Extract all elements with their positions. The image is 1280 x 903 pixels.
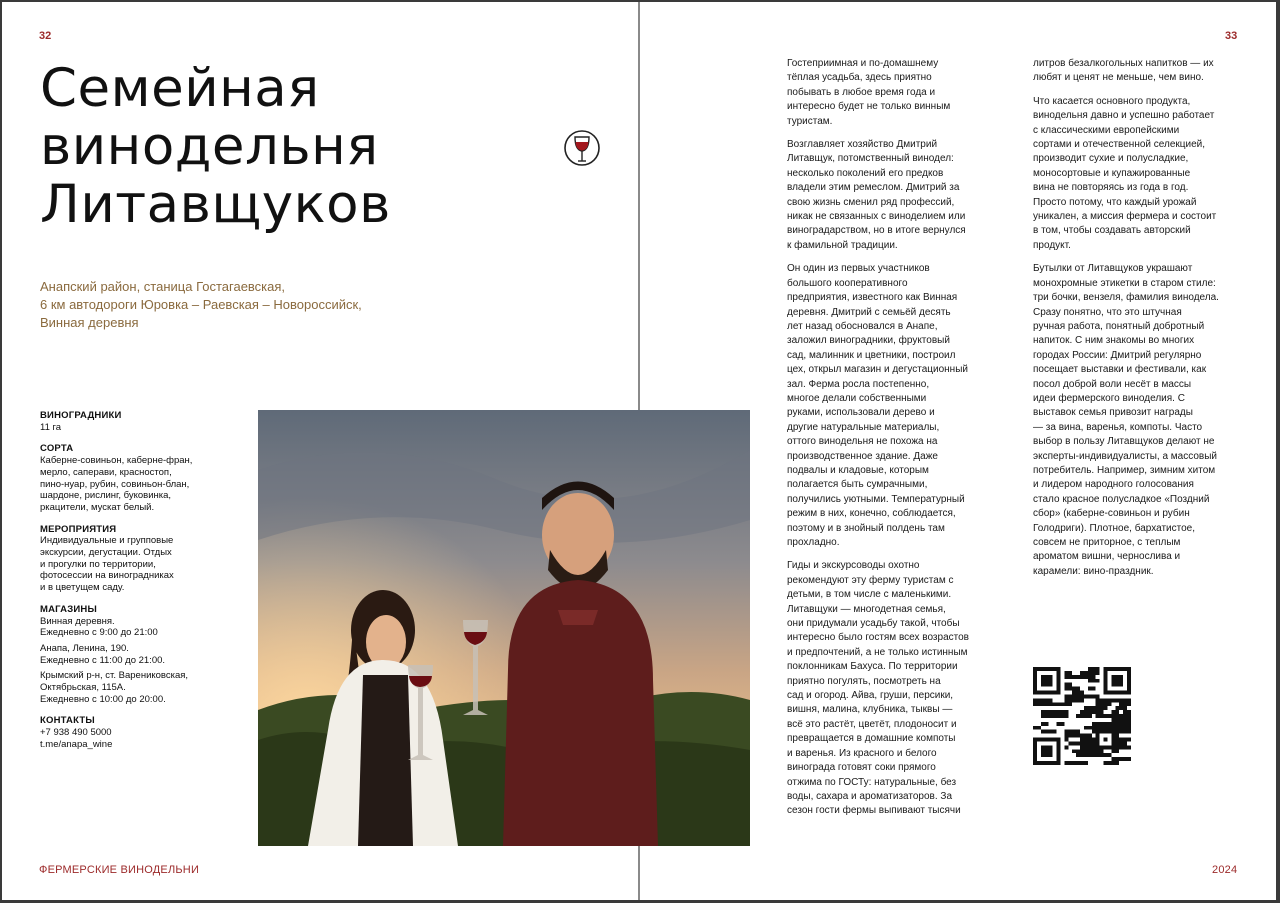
magazine-spread [2, 2, 1276, 900]
shop-item [40, 670, 250, 705]
events-line: экскурсии, дегустации. Отдых [40, 547, 172, 559]
varieties-line: ркацители, мускат белый. [40, 501, 155, 513]
title-line: Литавщуков [40, 174, 391, 235]
shop-line: Ежедневно с 10:00 до 20:00. [40, 693, 166, 705]
shop-line: Ежедневно с 11:00 до 21:00. [40, 654, 166, 666]
varieties-line: шардоне, рислинг, буковинка, [40, 490, 172, 502]
shops-block [40, 604, 250, 706]
events-block [40, 524, 250, 594]
contact-phone: +7 938 490 5000 [40, 727, 112, 739]
wine-glass-logo-icon [562, 128, 602, 168]
page-title [40, 60, 560, 234]
address-line: Анапский район, станица Гостагаевская, [40, 279, 286, 294]
left-footer-section-name: ФЕРМЕРСКИЕ ВИНОДЕЛЬНИ [39, 864, 200, 876]
shop-line: Ежедневно с 9:00 до 21:00 [40, 627, 158, 639]
shop-item [40, 643, 250, 666]
shop-line: Винная деревня. [40, 615, 115, 627]
article-paragraph: Гиды и экскурсоводы охотно рекомендуют эту ферму туристам с детьми, в том числе с маленькими. Литавщуки — многодетная семья, они придумали усадьбу такой, чтобы интересно было гостям всех возрастов и предпочтений, а не только истинным поклонникам Бахуса. По территории приятно погулять, посмотреть на сад и огород. Айва, груши, персики, вишня, малина, клубника, тыквы — всё это растёт, цветёт, плодоносит и превращается в домашние компоты и варенья. Из красного и белого винограда готовят соки прямого отжима по ГОСТу: натуральные, без воды, сахара и ароматизаторов. За сезон гости фермы выпивают тысячи [787, 560, 969, 817]
varieties-line: пино-нуар, рубин, совиньон-блан, [40, 478, 190, 490]
article-column-2 [1033, 57, 1245, 588]
vineyards-heading: ВИНОГРАДНИКИ [40, 410, 122, 421]
varieties-line: мерло, саперави, красностоп, [40, 466, 172, 478]
article-column-1 [787, 57, 997, 828]
right-page-number: 33 [1225, 30, 1238, 42]
title-line: винодельня [40, 116, 379, 177]
article-paragraph: Возглавляет хозяйство Дмитрий Литавщук, потомственный винодел: несколько поколений его предков владели этим ремеслом. Дмитрий за свою жизнь сменил ряд профессий, никак не связанных с виноделием или виноградарством, но в итоге вернулся к фамильной традиции. [787, 139, 966, 251]
vineyards-value: 11 га [40, 421, 62, 433]
varieties-line: Каберне-совиньон, каберне-фран, [40, 455, 193, 467]
qr-code-icon[interactable] [1033, 667, 1131, 765]
contact-telegram-link: t.me/anapa_wine [40, 738, 113, 750]
article-paragraph: Что касается основного продукта, винодельня давно и успешно работает с классическими европейскими сортами и отечественной селекцией, производит сухие и полусладкие, моносортовые и купажированные вина не повторяясь из года в год. Просто потому, что каждый урожай уникален, а миссия фермера и состоит в том, чтобы создавать авторский продукт. [1033, 95, 1217, 251]
shop-line: Октябрьская, 115А. [40, 682, 126, 694]
address-line: 6 км автодороги Юровка – Раевская – Новороссийск, [40, 297, 362, 312]
article-paragraph: Бутылки от Литавщуков украшают монохромные этикетки в старом стиле: три бочки, вензеля, фамилия винодела. Сразу понятно, что это штучная ручная работа, понятный добротный напиток. С ним знакомы во многих городах России: Дмитрий регулярно посещает выставки и фестивали, как посол доброй воли несёт в массы идеи фермерского виноделия. С выставок семья привозит награды — за вина, варенья, компоты. Часто выбор в пользу Литавщуков делают не эксперты-индивидуалисты, а массовый потребитель. Например, зимним хитом и лидером народного голосования стало красное полусладкое «Поздний сбор» (каберне-совиньон и рубин Голодриги). Плотное, бархатистое, совсем не приторное, с теплым ароматом вишни, чернослива и карамели: вино-праздник. [1033, 263, 1219, 577]
article-paragraph: литров безалкогольных напитков — их любят и ценят не меньше, чем вино. [1033, 58, 1214, 84]
shop-line: Анапа, Ленина, 190. [40, 642, 129, 654]
right-footer-year: 2024 [1212, 864, 1238, 876]
address-subtitle [40, 278, 460, 332]
vineyards-block [40, 410, 250, 433]
address-line: Винная деревня [40, 315, 139, 330]
varieties-block [40, 443, 250, 513]
winery-info-sidebar [40, 410, 250, 761]
events-line: фотосессии на виноградниках [40, 570, 174, 582]
events-line: и прогулки по территории, [40, 558, 156, 570]
winemakers-couple-photo [258, 410, 750, 846]
shop-item [40, 616, 250, 639]
contacts-block [40, 715, 250, 750]
events-line: и в цветущем саду. [40, 582, 125, 594]
article-paragraph: Он один из первых участников большого кооперативного предприятия, известного как Винная деревня. Дмитрий с семьёй десять лет назад обосновался в Анапе, заложил виноградники, фруктовый сад, малинник и цветники, построил цех, открыл магазин и дегустационный зал. Ферма росла постепенно, многое делали собственными руками, использовали дерево и другие натуральные материалы, оттого винодельня не похожа на производственное здание. Даже подвалы и кладовые, которым полагается быть сумрачными, получились уютными. Температурный режим в них, конечно, соблюдается, поэтому и в знойный полдень там прохладно. [787, 263, 968, 548]
left-page-number: 32 [39, 30, 52, 42]
events-line: Индивидуальные и групповые [40, 535, 174, 547]
contacts-heading: КОНТАКТЫ [40, 715, 95, 727]
events-heading: МЕРОПРИЯТИЯ [40, 523, 117, 535]
title-line: Семейная [40, 58, 320, 119]
shop-line: Крымский р-н, ст. Варениковская, [40, 670, 189, 682]
article-paragraph: Гостеприимная и по-домашнему тёплая усадьба, здесь приятно побывать в любое время года и интересно будет не только винным туристам. [787, 58, 951, 127]
varieties-heading: СОРТА [40, 443, 74, 455]
shops-heading: МАГАЗИНЫ [40, 603, 97, 615]
